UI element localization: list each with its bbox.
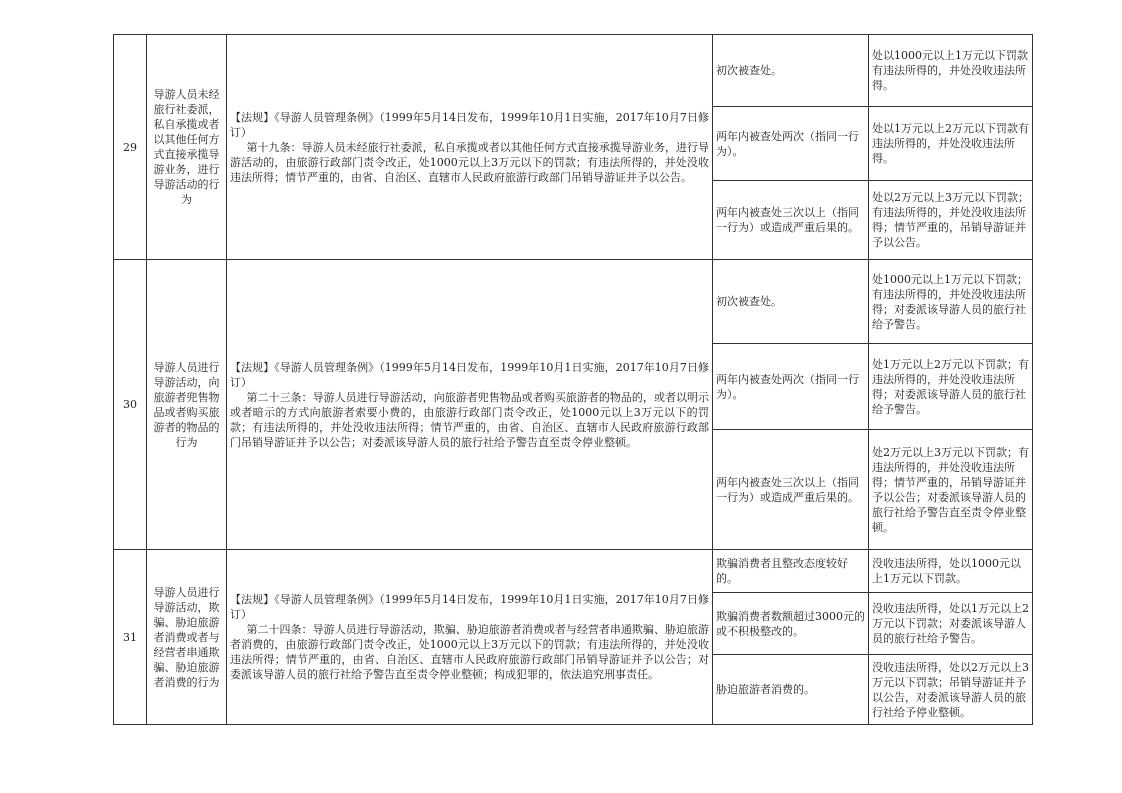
situation-cell: 两年内被查处三次以上（指同一行为）或造成严重后果的。 xyxy=(713,430,869,550)
penalty-cell: 处1000元以上1万元以下罚款；有违法所得的，并处没收违法所得；对委派该导游人员的旅行社给予警告。 xyxy=(869,260,1033,344)
situation-cell: 两年内被查处两次（指同一行为）。 xyxy=(713,107,869,181)
row-number: 31 xyxy=(114,550,147,725)
situation-cell: 两年内被查处两次（指同一行为）。 xyxy=(713,344,869,430)
table-row xyxy=(114,260,1033,344)
penalty-cell: 没收违法所得，处以1000元以上1万元以下罚款。 xyxy=(869,550,1033,593)
penalty-cell: 处以1000元以上1万元以下罚款有违法所得的，并处没收违法所得。 xyxy=(869,35,1033,107)
penalty-cell: 处1万元以上2万元以下罚款；有违法所得的，并处没收违法所得；对委派该导游人员的旅行社给予警告。 xyxy=(869,344,1033,430)
violation-description: 导游人员进行导游活动，向旅游者兜售物品或者购买旅游者的物品的行为 xyxy=(147,260,227,550)
row-number: 29 xyxy=(114,35,147,260)
situation-cell: 欺骗消费者数额超过3000元的或不积极整改的。 xyxy=(713,593,869,655)
legal-basis xyxy=(227,550,713,725)
table-row xyxy=(114,550,1033,593)
legal-basis xyxy=(227,35,713,260)
basis-heading: 【法规】《导游人员管理条例》（1999年5月14日发布，1999年10月1日实施，2017年10月7日修订） xyxy=(230,593,709,621)
penalty-cell: 没收违法所得，处以2万元以上3万元以下罚款；吊销导游证并予以公告，对委派该导游人员的旅行社给予停业整顿。 xyxy=(869,655,1033,725)
situation-cell: 欺骗消费者且整改态度较好的。 xyxy=(713,550,869,593)
basis-heading: 【法规】《导游人员管理条例》（1999年5月14日发布，1999年10月1日实施，2017年10月7日修订） xyxy=(230,110,709,139)
legal-basis xyxy=(227,260,713,550)
penalty-cell: 处以2万元以上3万元以下罚款；有违法所得的，并处没收违法所得；情节严重的，吊销导游证并予以公告。 xyxy=(869,181,1033,260)
violation-description: 导游人员未经旅行社委派，私自承揽或者以其他任何方式直接承揽导游业务，进行导游活动的行为 xyxy=(147,35,227,260)
basis-article: 第二十三条：导游人员进行导游活动，向旅游者兜售物品或者购买旅游者的物品的，或者以明示或者暗示的方式向旅游者索要小费的，由旅游行政部门责令改正，处1000元以上3万元以下的罚款；有违法所得的，并处没收违法所得；情节严重的，由省、自治区、直辖市人民政府旅游行政部门吊销导游证并予以公告；对委派该导游人员的旅行社给予警告直至责令停业整顿。 xyxy=(230,390,709,449)
penalty-cell: 处2万元以上3万元以下罚款；有违法所得的，并处没收违法所得；情节严重的，吊销导游证并予以公告；对委派该导游人员的旅行社给予警告直至责令停业整顿。 xyxy=(869,430,1033,550)
penalty-standards-table xyxy=(113,34,1033,725)
row-number: 30 xyxy=(114,260,147,550)
violation-description: 导游人员进行导游活动，欺骗、胁迫旅游者消费或者与经营者串通欺骗、胁迫旅游者消费的行为 xyxy=(147,550,227,725)
situation-cell: 胁迫旅游者消费的。 xyxy=(713,655,869,725)
basis-article: 第十九条：导游人员未经旅行社委派，私自承揽或者以其他任何方式直接承揽导游业务，进行导游活动的，由旅游行政部门责令改正，处1000元以上3万元以下的罚款；有违法所得的，并处没收违法所得；情节严重的，由省、自治区、直辖市人民政府旅游行政部门吊销导游证并予以公告。 xyxy=(230,140,709,184)
situation-cell: 初次被查处。 xyxy=(713,260,869,344)
basis-article: 第二十四条：导游人员进行导游活动，欺骗、胁迫旅游者消费或者与经营者串通欺骗、胁迫旅游者消费的，由旅游行政部门责令改正，处1000元以上3万元以下的罚款；有违法所得的，并处没收违法所得；情节严重的，由省、自治区、直辖市人民政府旅游行政部门吊销导游证并予以公告；对委派该导游人员的旅行社给予警告直至责令停业整顿；构成犯罪的，依法追究刑事责任。 xyxy=(230,623,709,681)
situation-cell: 初次被查处。 xyxy=(713,35,869,107)
penalty-cell: 没收违法所得，处以1万元以上2万元以下罚款；对委派该导游人员的旅行社给予警告。 xyxy=(869,593,1033,655)
basis-heading: 【法规】《导游人员管理条例》（1999年5月14日发布，1999年10月1日实施，2017年10月7日修订） xyxy=(230,360,709,389)
penalty-cell: 处以1万元以上2万元以下罚款有违法所得的，并处没收违法所得。 xyxy=(869,107,1033,181)
table-row xyxy=(114,35,1033,107)
situation-cell: 两年内被查处三次以上（指同一行为）或造成严重后果的。 xyxy=(713,181,869,260)
